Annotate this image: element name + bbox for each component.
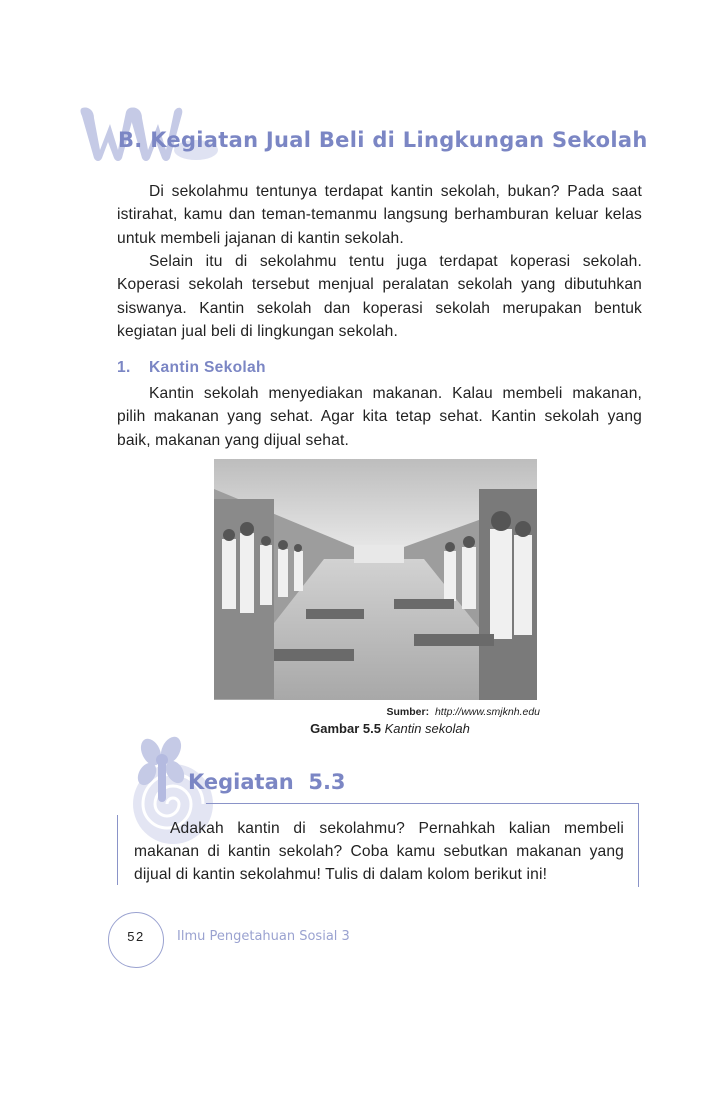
paragraph-koperasi: [117, 250, 642, 343]
section-title: Kegiatan Jual Beli di Lingkungan Sekolah: [150, 128, 648, 152]
activity-instructions-text: Adakah kantin di sekolahmu? Pernahkah kalian membeli makanan di kantin sekolah? Coba kamu sebutkan makanan yang dijual di kantin sekolahmu! Tulis di dalam kolom berikut ini!: [134, 820, 624, 883]
canteen-photo: [214, 459, 537, 700]
source-label: Sumber:: [386, 706, 430, 718]
subsection-title: Kantin Sekolah: [149, 359, 266, 376]
activity-heading: [188, 770, 346, 794]
subsection-heading: [117, 359, 266, 377]
book-title-footer: Ilmu Pengetahuan Sosial 3: [177, 929, 350, 944]
paragraph-intro: [117, 180, 642, 250]
paragraph-kantin: [117, 382, 642, 452]
paragraph-koperasi-text: Selain itu di sekolahmu tentu juga terdapat koperasi sekolah. Koperasi sekolah tersebut menjual peralatan sekolah yang dibutuhkan siswanya. Kantin sekolah dan koperasi sekolah merupakan bentuk kegiatan jual beli di lingkungan sekolah.: [117, 253, 642, 340]
paragraph-kantin-text: Kantin sekolah menyediakan makanan. Kalau membeli makanan, pilih makanan yang sehat. Agar kita tetap sehat. Kantin sekolah yang baik, makanan yang dijual sehat.: [117, 385, 642, 449]
activity-box-border-right: [638, 803, 639, 887]
caption-text: Kantin sekolah: [384, 721, 470, 736]
photo-source: [360, 706, 540, 718]
caption-label: Gambar 5.5: [310, 721, 381, 736]
section-heading: [118, 128, 648, 152]
activity-box-border-top: [206, 803, 638, 804]
activity-box-border-left: [117, 815, 118, 885]
activity-instructions: [134, 817, 624, 886]
activity-title: Kegiatan: [188, 770, 294, 794]
activity-number: 5.3: [308, 770, 346, 794]
subsection-number: 1.: [117, 359, 131, 376]
section-number: B.: [118, 128, 143, 152]
paragraph-intro-text: Di sekolahmu tentunya terdapat kantin sekolah, bukan? Pada saat istirahat, kamu dan teman-temanmu langsung berhamburan keluar kelas untuk membeli jajanan di kantin sekolah.: [117, 183, 642, 247]
figure-caption: [200, 721, 580, 736]
page-number: 52: [127, 929, 145, 944]
source-url: http://www.smjknh.edu: [434, 706, 540, 718]
